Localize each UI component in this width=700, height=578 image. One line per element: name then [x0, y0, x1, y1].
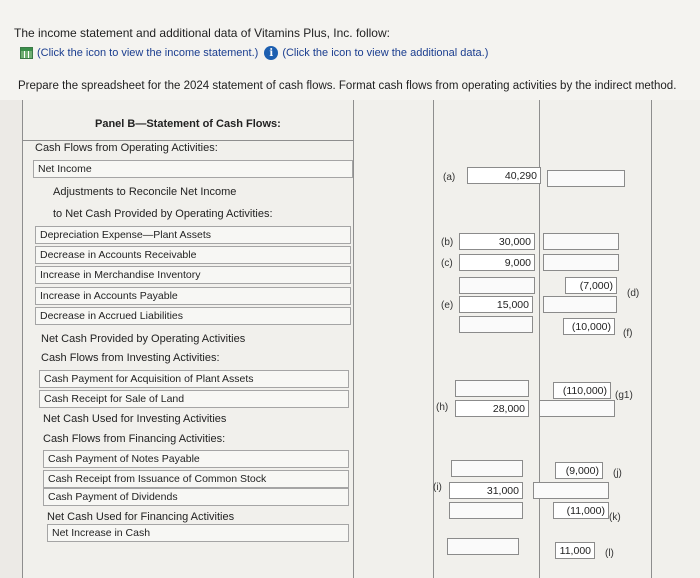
- financing-total-label: Net Cash Used for Financing Activities: [47, 511, 235, 523]
- row-divider: [23, 140, 353, 141]
- net-income-credit[interactable]: [547, 170, 625, 187]
- investing-heading: Cash Flows from Investing Activities:: [41, 352, 220, 364]
- net-increase-credit[interactable]: 11,000: [555, 542, 595, 559]
- cash-flow-spreadsheet: [22, 100, 700, 578]
- column-divider: [433, 100, 434, 578]
- accrued-debit[interactable]: [459, 316, 533, 333]
- notes-debit[interactable]: [451, 460, 523, 477]
- stock-credit[interactable]: [533, 482, 609, 499]
- ref-c: (c): [441, 258, 453, 269]
- data-links: [20, 46, 488, 60]
- decrease-ar-label: Decrease in Accounts Receivable: [35, 246, 351, 264]
- ref-g1: (g1): [615, 390, 633, 401]
- land-receipt-label: Cash Receipt for Sale of Land: [39, 390, 349, 408]
- problem-header: [0, 0, 700, 100]
- additional-data-link[interactable]: (Click the icon to view the additional data.): [282, 47, 489, 59]
- intro-text: The income statement and additional data of Vitamins Plus, Inc. follow:: [14, 26, 390, 40]
- net-increase-label: Net Increase in Cash: [47, 524, 349, 542]
- operating-total-label: Net Cash Provided by Operating Activities: [41, 333, 246, 345]
- notes-payment-credit[interactable]: (9,000): [555, 462, 603, 479]
- stock-receipt-label: Cash Receipt from Issuance of Common Stock: [43, 470, 349, 488]
- depreciation-credit[interactable]: [543, 233, 619, 250]
- net-income-label: Net Income: [33, 160, 353, 178]
- ref-i: (i): [433, 482, 442, 493]
- operating-heading: Cash Flows from Operating Activities:: [35, 142, 218, 154]
- plant-payment-label: Cash Payment for Acquisition of Plant Assets: [39, 370, 349, 388]
- dividends-label: Cash Payment of Dividends: [43, 488, 349, 506]
- increase-ap-debit[interactable]: 15,000: [459, 296, 533, 313]
- column-divider: [651, 100, 652, 578]
- land-receipt-debit[interactable]: 28,000: [455, 400, 529, 417]
- panel-title: Panel B—Statement of Cash Flows:: [95, 118, 281, 130]
- ref-k: (k): [609, 512, 621, 523]
- depreciation-debit[interactable]: 30,000: [459, 233, 535, 250]
- net-increase-debit[interactable]: [447, 538, 519, 555]
- spreadsheet-icon[interactable]: [20, 47, 33, 59]
- ref-l: (l): [605, 548, 614, 559]
- increase-inventory-label: Increase in Merchandise Inventory: [35, 266, 351, 284]
- ref-d: (d): [627, 288, 640, 299]
- decrease-accrued-credit[interactable]: (10,000): [563, 318, 615, 335]
- land-credit[interactable]: [539, 400, 615, 417]
- ref-j: (j): [613, 468, 622, 479]
- increase-ap-credit[interactable]: [543, 296, 617, 313]
- financing-heading: Cash Flows from Financing Activities:: [43, 433, 226, 445]
- dividends-debit[interactable]: [449, 502, 523, 519]
- adjustments-heading: Adjustments to Reconcile Net Income: [53, 186, 237, 198]
- info-icon[interactable]: i: [264, 46, 278, 60]
- stock-receipt-debit[interactable]: 31,000: [449, 482, 523, 499]
- depreciation-label: Depreciation Expense—Plant Assets: [35, 226, 351, 244]
- decrease-ar-debit[interactable]: 9,000: [459, 254, 535, 271]
- decrease-accrued-label: Decrease in Accrued Liabilities: [35, 307, 351, 325]
- ref-a: (a): [443, 172, 456, 183]
- investing-total-label: Net Cash Used for Investing Activities: [43, 413, 227, 425]
- column-divider: [353, 100, 354, 578]
- inventory-debit[interactable]: [459, 277, 535, 294]
- ref-h: (h): [436, 402, 449, 413]
- instruction-text: Prepare the spreadsheet for the 2024 statement of cash flows. Format cash flows from operating activities by the indirect method.: [18, 80, 677, 92]
- dividends-credit[interactable]: (11,000): [553, 502, 609, 519]
- ref-e: (e): [441, 300, 454, 311]
- adjustments-subheading: to Net Cash Provided by Operating Activities:: [53, 208, 273, 220]
- ref-b: (b): [441, 237, 454, 248]
- income-statement-link[interactable]: (Click the icon to view the income statement.): [37, 47, 259, 59]
- increase-inventory-credit[interactable]: (7,000): [565, 277, 617, 294]
- notes-payment-label: Cash Payment of Notes Payable: [43, 450, 349, 468]
- ref-f: (f): [623, 328, 633, 339]
- increase-ap-label: Increase in Accounts Payable: [35, 287, 351, 305]
- net-income-debit[interactable]: 40,290: [467, 167, 541, 184]
- plant-debit[interactable]: [455, 380, 529, 397]
- plant-payment-credit[interactable]: (110,000): [553, 382, 611, 399]
- decrease-ar-credit[interactable]: [543, 254, 619, 271]
